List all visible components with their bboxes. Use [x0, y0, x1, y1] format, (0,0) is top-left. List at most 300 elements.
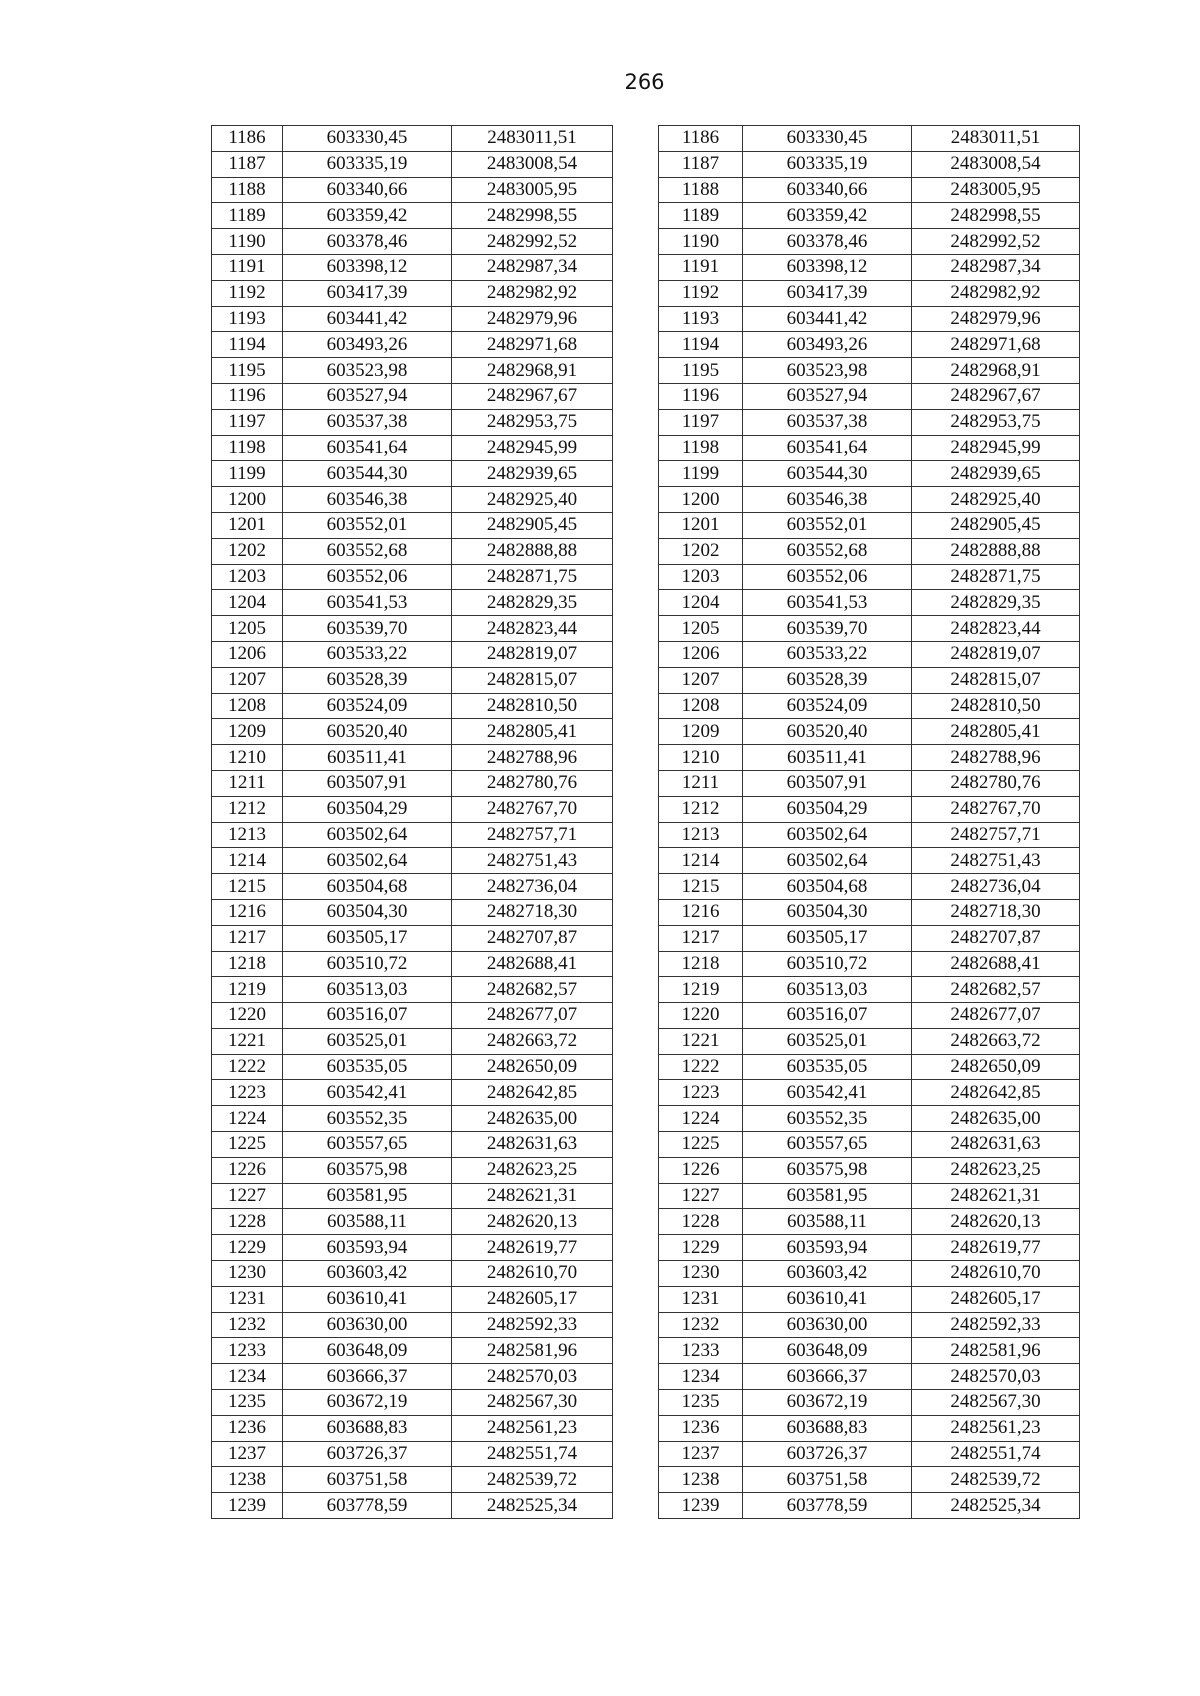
column-separator	[613, 1106, 659, 1132]
right-point-number-cell: 1193	[659, 306, 743, 332]
left-x-coordinate-cell: 603507,91	[283, 770, 452, 796]
left-point-number-cell: 1233	[212, 1338, 283, 1364]
table-row	[212, 1415, 1080, 1441]
right-x-coordinate-cell: 603417,39	[743, 280, 912, 306]
table-row	[212, 1286, 1080, 1312]
left-y-coordinate-cell: 2482968,91	[452, 358, 613, 384]
table-row	[212, 1467, 1080, 1493]
left-y-coordinate-cell: 2482815,07	[452, 667, 613, 693]
right-y-coordinate-cell: 2483005,95	[912, 177, 1080, 203]
left-x-coordinate-cell: 603523,98	[283, 358, 452, 384]
coordinates-table	[211, 125, 1080, 1519]
right-y-coordinate-cell: 2482592,33	[912, 1312, 1080, 1338]
left-y-coordinate-cell: 2482823,44	[452, 616, 613, 642]
right-point-number-cell: 1232	[659, 1312, 743, 1338]
left-y-coordinate-cell: 2482987,34	[452, 254, 613, 280]
left-y-coordinate-cell: 2482567,30	[452, 1390, 613, 1416]
left-y-coordinate-cell: 2482939,65	[452, 461, 613, 487]
left-y-coordinate-cell: 2482945,99	[452, 435, 613, 461]
left-x-coordinate-cell: 603505,17	[283, 925, 452, 951]
right-point-number-cell: 1229	[659, 1235, 743, 1261]
table-row	[212, 925, 1080, 951]
left-point-number-cell: 1222	[212, 1054, 283, 1080]
right-point-number-cell: 1213	[659, 822, 743, 848]
left-y-coordinate-cell: 2482623,25	[452, 1157, 613, 1183]
right-y-coordinate-cell: 2482707,87	[912, 925, 1080, 951]
left-x-coordinate-cell: 603527,94	[283, 383, 452, 409]
right-x-coordinate-cell: 603335,19	[743, 151, 912, 177]
right-y-coordinate-cell: 2482619,77	[912, 1235, 1080, 1261]
left-point-number-cell: 1214	[212, 848, 283, 874]
left-point-number-cell: 1229	[212, 1235, 283, 1261]
left-y-coordinate-cell: 2482642,85	[452, 1080, 613, 1106]
left-point-number-cell: 1202	[212, 538, 283, 564]
left-y-coordinate-cell: 2482888,88	[452, 538, 613, 564]
left-y-coordinate-cell: 2482982,92	[452, 280, 613, 306]
right-x-coordinate-cell: 603541,64	[743, 435, 912, 461]
left-x-coordinate-cell: 603510,72	[283, 951, 452, 977]
right-point-number-cell: 1188	[659, 177, 743, 203]
right-y-coordinate-cell: 2482539,72	[912, 1467, 1080, 1493]
left-y-coordinate-cell: 2482736,04	[452, 874, 613, 900]
table-row	[212, 1235, 1080, 1261]
right-point-number-cell: 1206	[659, 641, 743, 667]
column-separator	[613, 280, 659, 306]
column-separator	[613, 848, 659, 874]
table-row	[212, 126, 1080, 152]
right-point-number-cell: 1226	[659, 1157, 743, 1183]
left-y-coordinate-cell: 2482581,96	[452, 1338, 613, 1364]
table-row	[212, 899, 1080, 925]
table-row	[212, 874, 1080, 900]
column-separator	[613, 1054, 659, 1080]
column-separator	[613, 564, 659, 590]
left-x-coordinate-cell: 603630,00	[283, 1312, 452, 1338]
right-y-coordinate-cell: 2482823,44	[912, 616, 1080, 642]
right-y-coordinate-cell: 2482631,63	[912, 1132, 1080, 1158]
left-x-coordinate-cell: 603359,42	[283, 203, 452, 229]
right-point-number-cell: 1222	[659, 1054, 743, 1080]
left-point-number-cell: 1199	[212, 461, 283, 487]
left-x-coordinate-cell: 603688,83	[283, 1415, 452, 1441]
table-row	[212, 1106, 1080, 1132]
column-separator	[613, 435, 659, 461]
table-row	[212, 796, 1080, 822]
right-x-coordinate-cell: 603378,46	[743, 229, 912, 255]
left-point-number-cell: 1239	[212, 1493, 283, 1519]
left-x-coordinate-cell: 603666,37	[283, 1364, 452, 1390]
right-x-coordinate-cell: 603544,30	[743, 461, 912, 487]
left-x-coordinate-cell: 603378,46	[283, 229, 452, 255]
left-x-coordinate-cell: 603528,39	[283, 667, 452, 693]
left-x-coordinate-cell: 603552,06	[283, 564, 452, 590]
right-x-coordinate-cell: 603552,68	[743, 538, 912, 564]
left-y-coordinate-cell: 2482650,09	[452, 1054, 613, 1080]
column-separator	[613, 693, 659, 719]
left-y-coordinate-cell: 2483008,54	[452, 151, 613, 177]
column-separator	[613, 745, 659, 771]
left-y-coordinate-cell: 2482971,68	[452, 332, 613, 358]
right-y-coordinate-cell: 2482982,92	[912, 280, 1080, 306]
right-y-coordinate-cell: 2482718,30	[912, 899, 1080, 925]
left-y-coordinate-cell: 2482682,57	[452, 977, 613, 1003]
right-y-coordinate-cell: 2482605,17	[912, 1286, 1080, 1312]
right-x-coordinate-cell: 603610,41	[743, 1286, 912, 1312]
left-y-coordinate-cell: 2482751,43	[452, 848, 613, 874]
right-point-number-cell: 1231	[659, 1286, 743, 1312]
left-x-coordinate-cell: 603593,94	[283, 1235, 452, 1261]
right-point-number-cell: 1192	[659, 280, 743, 306]
left-x-coordinate-cell: 603441,42	[283, 306, 452, 332]
table-row	[212, 1493, 1080, 1519]
left-point-number-cell: 1205	[212, 616, 283, 642]
right-x-coordinate-cell: 603552,01	[743, 512, 912, 538]
table-row	[212, 177, 1080, 203]
left-x-coordinate-cell: 603493,26	[283, 332, 452, 358]
right-x-coordinate-cell: 603581,95	[743, 1183, 912, 1209]
left-point-number-cell: 1188	[212, 177, 283, 203]
column-separator	[613, 1028, 659, 1054]
left-y-coordinate-cell: 2482539,72	[452, 1467, 613, 1493]
right-x-coordinate-cell: 603493,26	[743, 332, 912, 358]
left-y-coordinate-cell: 2482953,75	[452, 409, 613, 435]
left-point-number-cell: 1238	[212, 1467, 283, 1493]
left-x-coordinate-cell: 603581,95	[283, 1183, 452, 1209]
left-point-number-cell: 1234	[212, 1364, 283, 1390]
right-x-coordinate-cell: 603511,41	[743, 745, 912, 771]
coordinates-table-body	[212, 126, 1080, 1519]
table-row	[212, 203, 1080, 229]
right-x-coordinate-cell: 603524,09	[743, 693, 912, 719]
table-row	[212, 1028, 1080, 1054]
table-row	[212, 1183, 1080, 1209]
right-point-number-cell: 1225	[659, 1132, 743, 1158]
left-y-coordinate-cell: 2482707,87	[452, 925, 613, 951]
left-point-number-cell: 1218	[212, 951, 283, 977]
left-y-coordinate-cell: 2482998,55	[452, 203, 613, 229]
right-y-coordinate-cell: 2482767,70	[912, 796, 1080, 822]
table-row	[212, 512, 1080, 538]
column-separator	[613, 1493, 659, 1519]
left-point-number-cell: 1220	[212, 1003, 283, 1029]
column-separator	[613, 874, 659, 900]
right-y-coordinate-cell: 2482925,40	[912, 487, 1080, 513]
right-y-coordinate-cell: 2482682,57	[912, 977, 1080, 1003]
right-y-coordinate-cell: 2482581,96	[912, 1338, 1080, 1364]
column-separator	[613, 512, 659, 538]
left-point-number-cell: 1201	[212, 512, 283, 538]
left-point-number-cell: 1191	[212, 254, 283, 280]
right-point-number-cell: 1190	[659, 229, 743, 255]
left-y-coordinate-cell: 2482635,00	[452, 1106, 613, 1132]
right-point-number-cell: 1219	[659, 977, 743, 1003]
left-x-coordinate-cell: 603513,03	[283, 977, 452, 1003]
left-y-coordinate-cell: 2482992,52	[452, 229, 613, 255]
right-x-coordinate-cell: 603502,64	[743, 822, 912, 848]
right-point-number-cell: 1228	[659, 1209, 743, 1235]
left-point-number-cell: 1212	[212, 796, 283, 822]
right-point-number-cell: 1208	[659, 693, 743, 719]
right-y-coordinate-cell: 2482561,23	[912, 1415, 1080, 1441]
right-x-coordinate-cell: 603520,40	[743, 719, 912, 745]
right-y-coordinate-cell: 2482815,07	[912, 667, 1080, 693]
right-x-coordinate-cell: 603516,07	[743, 1003, 912, 1029]
left-x-coordinate-cell: 603335,19	[283, 151, 452, 177]
left-x-coordinate-cell: 603524,09	[283, 693, 452, 719]
left-y-coordinate-cell: 2482788,96	[452, 745, 613, 771]
left-point-number-cell: 1235	[212, 1390, 283, 1416]
left-point-number-cell: 1194	[212, 332, 283, 358]
left-x-coordinate-cell: 603502,64	[283, 848, 452, 874]
left-x-coordinate-cell: 603552,35	[283, 1106, 452, 1132]
right-point-number-cell: 1194	[659, 332, 743, 358]
table-row	[212, 306, 1080, 332]
right-point-number-cell: 1230	[659, 1261, 743, 1287]
table-row	[212, 951, 1080, 977]
right-point-number-cell: 1239	[659, 1493, 743, 1519]
left-point-number-cell: 1213	[212, 822, 283, 848]
column-separator	[613, 203, 659, 229]
left-x-coordinate-cell: 603533,22	[283, 641, 452, 667]
right-y-coordinate-cell: 2482610,70	[912, 1261, 1080, 1287]
column-separator	[613, 1132, 659, 1158]
left-point-number-cell: 1193	[212, 306, 283, 332]
table-row	[212, 1312, 1080, 1338]
left-x-coordinate-cell: 603504,29	[283, 796, 452, 822]
left-x-coordinate-cell: 603417,39	[283, 280, 452, 306]
right-point-number-cell: 1205	[659, 616, 743, 642]
table-row	[212, 1441, 1080, 1467]
left-y-coordinate-cell: 2482605,17	[452, 1286, 613, 1312]
column-separator	[613, 641, 659, 667]
right-y-coordinate-cell: 2483011,51	[912, 126, 1080, 152]
left-point-number-cell: 1211	[212, 770, 283, 796]
left-y-coordinate-cell: 2482767,70	[452, 796, 613, 822]
right-x-coordinate-cell: 603507,91	[743, 770, 912, 796]
table-row	[212, 1338, 1080, 1364]
column-separator	[613, 1261, 659, 1287]
left-y-coordinate-cell: 2483011,51	[452, 126, 613, 152]
column-separator	[613, 1338, 659, 1364]
right-y-coordinate-cell: 2482736,04	[912, 874, 1080, 900]
column-separator	[613, 1235, 659, 1261]
column-separator	[613, 332, 659, 358]
right-point-number-cell: 1238	[659, 1467, 743, 1493]
right-y-coordinate-cell: 2482953,75	[912, 409, 1080, 435]
left-x-coordinate-cell: 603751,58	[283, 1467, 452, 1493]
table-row	[212, 977, 1080, 1003]
right-y-coordinate-cell: 2483008,54	[912, 151, 1080, 177]
right-y-coordinate-cell: 2482751,43	[912, 848, 1080, 874]
left-point-number-cell: 1227	[212, 1183, 283, 1209]
table-row	[212, 538, 1080, 564]
right-x-coordinate-cell: 603778,59	[743, 1493, 912, 1519]
right-x-coordinate-cell: 603588,11	[743, 1209, 912, 1235]
left-point-number-cell: 1198	[212, 435, 283, 461]
table-row	[212, 616, 1080, 642]
right-point-number-cell: 1186	[659, 126, 743, 152]
left-x-coordinate-cell: 603520,40	[283, 719, 452, 745]
right-point-number-cell: 1210	[659, 745, 743, 771]
right-x-coordinate-cell: 603552,06	[743, 564, 912, 590]
table-row	[212, 822, 1080, 848]
right-point-number-cell: 1233	[659, 1338, 743, 1364]
right-y-coordinate-cell: 2482819,07	[912, 641, 1080, 667]
right-point-number-cell: 1191	[659, 254, 743, 280]
left-point-number-cell: 1221	[212, 1028, 283, 1054]
left-x-coordinate-cell: 603575,98	[283, 1157, 452, 1183]
right-y-coordinate-cell: 2482967,67	[912, 383, 1080, 409]
right-y-coordinate-cell: 2482635,00	[912, 1106, 1080, 1132]
right-point-number-cell: 1221	[659, 1028, 743, 1054]
table-row	[212, 461, 1080, 487]
right-x-coordinate-cell: 603398,12	[743, 254, 912, 280]
table-row	[212, 1003, 1080, 1029]
right-x-coordinate-cell: 603513,03	[743, 977, 912, 1003]
table-row	[212, 487, 1080, 513]
table-row	[212, 667, 1080, 693]
right-x-coordinate-cell: 603504,29	[743, 796, 912, 822]
right-point-number-cell: 1202	[659, 538, 743, 564]
right-x-coordinate-cell: 603546,38	[743, 487, 912, 513]
left-x-coordinate-cell: 603610,41	[283, 1286, 452, 1312]
left-y-coordinate-cell: 2482718,30	[452, 899, 613, 925]
left-x-coordinate-cell: 603542,41	[283, 1080, 452, 1106]
table-row	[212, 1080, 1080, 1106]
left-x-coordinate-cell: 603525,01	[283, 1028, 452, 1054]
right-x-coordinate-cell: 603666,37	[743, 1364, 912, 1390]
left-y-coordinate-cell: 2482925,40	[452, 487, 613, 513]
right-x-coordinate-cell: 603510,72	[743, 951, 912, 977]
right-y-coordinate-cell: 2482780,76	[912, 770, 1080, 796]
right-point-number-cell: 1201	[659, 512, 743, 538]
right-point-number-cell: 1218	[659, 951, 743, 977]
column-separator	[613, 796, 659, 822]
column-separator	[613, 1080, 659, 1106]
left-point-number-cell: 1189	[212, 203, 283, 229]
left-point-number-cell: 1186	[212, 126, 283, 152]
left-y-coordinate-cell: 2482619,77	[452, 1235, 613, 1261]
left-point-number-cell: 1209	[212, 719, 283, 745]
left-point-number-cell: 1224	[212, 1106, 283, 1132]
column-separator	[613, 487, 659, 513]
table-row	[212, 1132, 1080, 1158]
right-y-coordinate-cell: 2482905,45	[912, 512, 1080, 538]
left-y-coordinate-cell: 2482757,71	[452, 822, 613, 848]
left-point-number-cell: 1226	[212, 1157, 283, 1183]
right-x-coordinate-cell: 603523,98	[743, 358, 912, 384]
right-y-coordinate-cell: 2482663,72	[912, 1028, 1080, 1054]
table-row	[212, 151, 1080, 177]
left-y-coordinate-cell: 2482805,41	[452, 719, 613, 745]
left-y-coordinate-cell: 2482979,96	[452, 306, 613, 332]
right-y-coordinate-cell: 2482677,07	[912, 1003, 1080, 1029]
column-separator	[613, 306, 659, 332]
left-point-number-cell: 1225	[212, 1132, 283, 1158]
left-y-coordinate-cell: 2482620,13	[452, 1209, 613, 1235]
left-point-number-cell: 1217	[212, 925, 283, 951]
left-point-number-cell: 1195	[212, 358, 283, 384]
right-y-coordinate-cell: 2482570,03	[912, 1364, 1080, 1390]
column-separator	[613, 925, 659, 951]
left-x-coordinate-cell: 603537,38	[283, 409, 452, 435]
right-x-coordinate-cell: 603525,01	[743, 1028, 912, 1054]
right-point-number-cell: 1187	[659, 151, 743, 177]
right-y-coordinate-cell: 2482642,85	[912, 1080, 1080, 1106]
right-x-coordinate-cell: 603537,38	[743, 409, 912, 435]
right-y-coordinate-cell: 2482971,68	[912, 332, 1080, 358]
column-separator	[613, 1003, 659, 1029]
left-x-coordinate-cell: 603648,09	[283, 1338, 452, 1364]
left-x-coordinate-cell: 603535,05	[283, 1054, 452, 1080]
column-separator	[613, 1364, 659, 1390]
right-y-coordinate-cell: 2482829,35	[912, 590, 1080, 616]
left-point-number-cell: 1237	[212, 1441, 283, 1467]
column-separator	[613, 177, 659, 203]
left-point-number-cell: 1219	[212, 977, 283, 1003]
left-x-coordinate-cell: 603504,30	[283, 899, 452, 925]
right-y-coordinate-cell: 2482567,30	[912, 1390, 1080, 1416]
right-x-coordinate-cell: 603751,58	[743, 1467, 912, 1493]
column-separator	[613, 229, 659, 255]
column-separator	[613, 616, 659, 642]
left-point-number-cell: 1207	[212, 667, 283, 693]
right-x-coordinate-cell: 603672,19	[743, 1390, 912, 1416]
right-point-number-cell: 1215	[659, 874, 743, 900]
table-row	[212, 1261, 1080, 1287]
left-y-coordinate-cell: 2482819,07	[452, 641, 613, 667]
left-point-number-cell: 1206	[212, 641, 283, 667]
column-separator	[613, 383, 659, 409]
table-row	[212, 770, 1080, 796]
table-row	[212, 564, 1080, 590]
left-x-coordinate-cell: 603398,12	[283, 254, 452, 280]
left-x-coordinate-cell: 603541,53	[283, 590, 452, 616]
left-point-number-cell: 1190	[212, 229, 283, 255]
left-x-coordinate-cell: 603502,64	[283, 822, 452, 848]
right-y-coordinate-cell: 2482987,34	[912, 254, 1080, 280]
column-separator	[613, 1312, 659, 1338]
left-x-coordinate-cell: 603603,42	[283, 1261, 452, 1287]
left-y-coordinate-cell: 2482592,33	[452, 1312, 613, 1338]
table-row	[212, 693, 1080, 719]
table-row	[212, 745, 1080, 771]
right-x-coordinate-cell: 603541,53	[743, 590, 912, 616]
column-separator	[613, 126, 659, 152]
right-x-coordinate-cell: 603340,66	[743, 177, 912, 203]
left-x-coordinate-cell: 603672,19	[283, 1390, 452, 1416]
left-point-number-cell: 1232	[212, 1312, 283, 1338]
right-point-number-cell: 1212	[659, 796, 743, 822]
right-y-coordinate-cell: 2482888,88	[912, 538, 1080, 564]
right-point-number-cell: 1196	[659, 383, 743, 409]
right-point-number-cell: 1197	[659, 409, 743, 435]
right-x-coordinate-cell: 603527,94	[743, 383, 912, 409]
table-row	[212, 332, 1080, 358]
right-x-coordinate-cell: 603542,41	[743, 1080, 912, 1106]
right-x-coordinate-cell: 603533,22	[743, 641, 912, 667]
left-x-coordinate-cell: 603778,59	[283, 1493, 452, 1519]
right-point-number-cell: 1234	[659, 1364, 743, 1390]
right-point-number-cell: 1227	[659, 1183, 743, 1209]
left-y-coordinate-cell: 2482561,23	[452, 1415, 613, 1441]
left-y-coordinate-cell: 2482610,70	[452, 1261, 613, 1287]
right-point-number-cell: 1223	[659, 1080, 743, 1106]
right-point-number-cell: 1237	[659, 1441, 743, 1467]
right-x-coordinate-cell: 603505,17	[743, 925, 912, 951]
left-y-coordinate-cell: 2482621,31	[452, 1183, 613, 1209]
right-x-coordinate-cell: 603441,42	[743, 306, 912, 332]
